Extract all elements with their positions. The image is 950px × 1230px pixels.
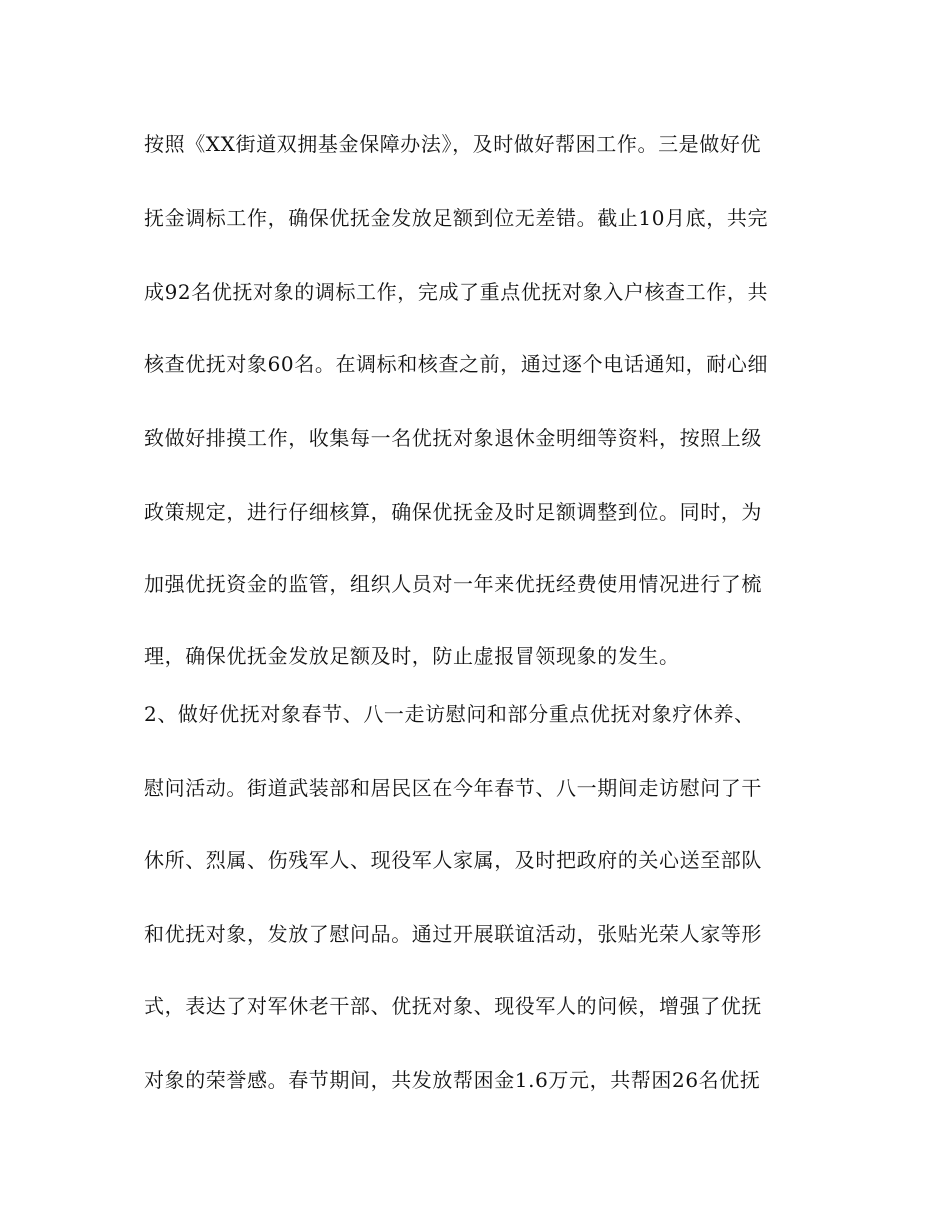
text-line: 慰问活动。街道武装部和居民区在今年春节、八一期间走访慰问了干 — [144, 776, 762, 800]
text-line: 按照《XX街道双拥基金保障办法》，及时做好帮困工作。三是做好优 — [144, 132, 762, 156]
text-line: 理，确保优抚金发放足额及时，防止虚报冒领现象的发生。 — [144, 644, 680, 668]
text-line: 对象的荣誉感。春节期间，共发放帮困金1.6万元，共帮困26名优抚 — [144, 1068, 761, 1092]
text-line: 核查优抚对象60名。在调标和核查之前，通过逐个电话通知，耐心细 — [144, 352, 769, 376]
text-line: 抚金调标工作，确保优抚金发放足额到位无差错。截止10月底，共完 — [144, 206, 769, 230]
text-line: 式，表达了对军休老干部、优抚对象、现役军人的问候，增强了优抚 — [144, 994, 762, 1018]
list-item-heading: 2、做好优抚对象春节、八一走访慰问和部分重点优抚对象疗休养、 — [144, 702, 755, 726]
text-line: 致做好排摸工作，收集每一名优抚对象退休金明细等资料，按照上级 — [144, 426, 762, 450]
text-line: 政策规定，进行仔细核算，确保优抚金及时足额调整到位。同时，为 — [144, 500, 762, 524]
text-line: 和优抚对象，发放了慰问品。通过开展联谊活动，张贴光荣人家等形 — [144, 922, 762, 946]
text-line: 成92名优抚对象的调标工作，完成了重点优抚对象入户核查工作，共 — [144, 280, 769, 304]
text-line: 加强优抚资金的监管，组织人员对一年来优抚经费使用情况进行了梳 — [144, 572, 762, 596]
text-line: 休所、烈属、伤残军人、现役军人家属，及时把政府的关心送至部队 — [144, 848, 762, 872]
